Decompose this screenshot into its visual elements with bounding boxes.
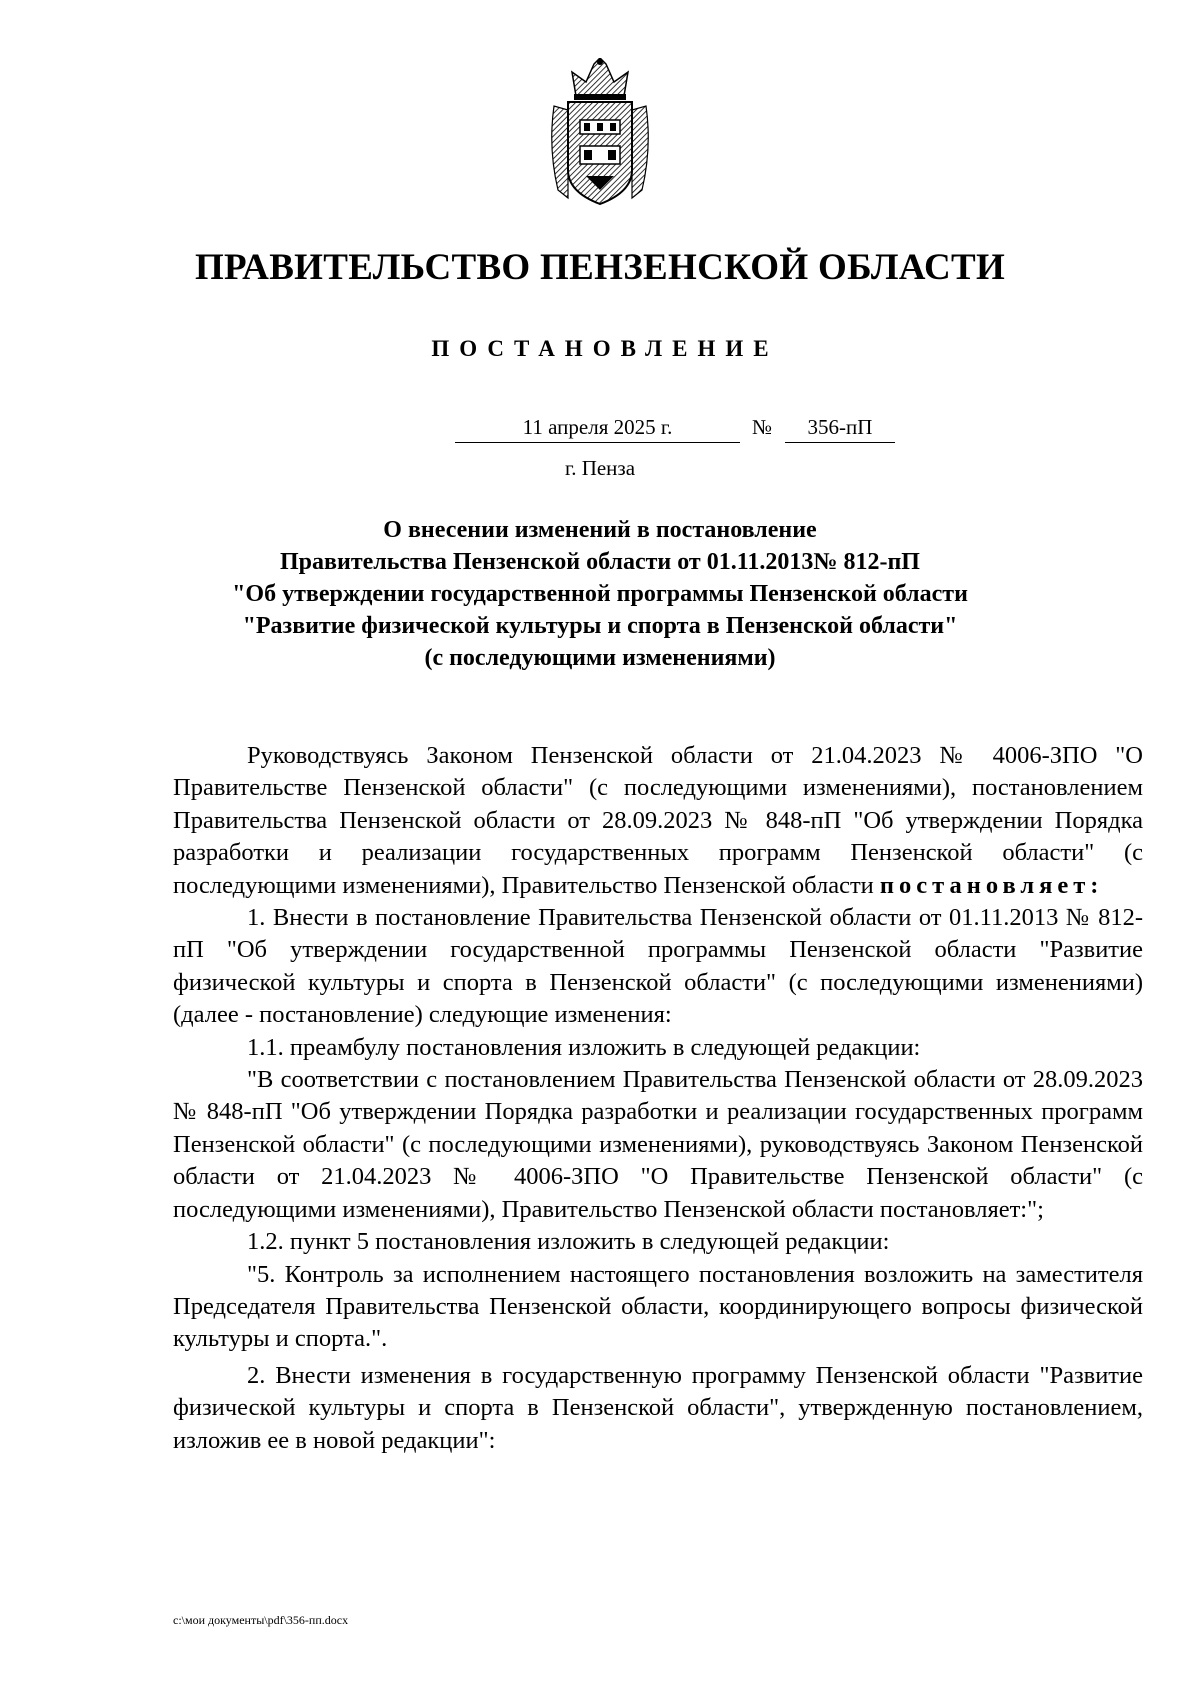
- subject-line: Правительства Пензенской области от 01.11.2013№ 812-пП: [280, 549, 920, 575]
- number-sign: №: [752, 415, 773, 439]
- government-title: ПРАВИТЕЛЬСТВО ПЕНЗЕНСКОЙ ОБЛАСТИ: [194, 247, 1006, 288]
- paragraph-quote-preamble: "В соответствии с постановлением Правительства Пензенской области от 28.09.2023 № 848-пП "Об утверждении Порядка разработки и реализации государственных программ Пензенской области" (с последующими изменениями), руководствуясь Законом Пензенской области от 21.04.2023 № 4006-ЗПО "О Правительстве Пензенской области" (с последующими изменениями), Правительство Пензенской области постановляет:";: [173, 1066, 1143, 1223]
- document-type: ПОСТАНОВЛЕНИЕ: [431, 336, 779, 361]
- file-path-footer: c:\мои документы\pdf\356-пп.docx: [173, 1613, 349, 1627]
- preamble-text: Руководствуясь Законом Пензенской области от 21.04.2023 № 4006-ЗПО "О Правительстве Пензенской области" (с последующими изменениями), постановлением Правительства Пензенской области от 28.09.2023 № 848-пП "Об утверждении Порядка разработки и реализации государственных программ Пензенской области" (с последующими изменениями), Правительство Пензенской области: [173, 742, 1143, 899]
- paragraph-item-1: 1. Внести в постановление Правительства Пензенской области от 01.11.2013 № 812-пП "Об утверждении государственной программы Пензенской области "Развитие физической культуры и спорта в Пензенской области" (с последующими изменениями) (далее - постановление) следующие изменения:: [173, 904, 1143, 1029]
- document-body: [173, 740, 1143, 1457]
- paragraph-item-1-1: 1.1. преамбулу постановления изложить в следующей редакции:: [247, 1033, 921, 1061]
- paragraph-item-2: 2. Внести изменения в государственную программу Пензенской области "Развитие физической культуры и спорта в Пензенской области", утвержденную постановлением, изложив ее в новой редакции":: [173, 1361, 1143, 1454]
- city: г. Пенза: [564, 456, 636, 480]
- document-date: 11 апреля 2025 г.: [455, 412, 740, 443]
- subject-line: О внесении изменений в постановление: [383, 517, 817, 543]
- coat-of-arms-icon: [546, 58, 654, 208]
- paragraph-preamble: [173, 740, 1143, 902]
- paragraph-item-1-2: 1.2. пункт 5 постановления изложить в следующей редакции:: [247, 1228, 890, 1256]
- document-number: 356-пП: [785, 412, 895, 443]
- subject-line: (с последующими изменениями): [424, 645, 776, 671]
- resolves-keyword: постановляет:: [879, 871, 1104, 899]
- subject-line: "Развитие физической культуры и спорта в Пензенской области": [242, 613, 958, 639]
- date-number-row: [455, 412, 895, 444]
- subject-line: "Об утверждении государственной программы Пензенской области: [232, 581, 968, 607]
- document-subject: [0, 514, 1200, 674]
- paragraph-quote-item-5: "5. Контроль за исполнением настоящего постановления возложить на заместителя Председателя Правительства Пензенской области, координирующего вопросы физической культуры и спорта.".: [173, 1260, 1143, 1353]
